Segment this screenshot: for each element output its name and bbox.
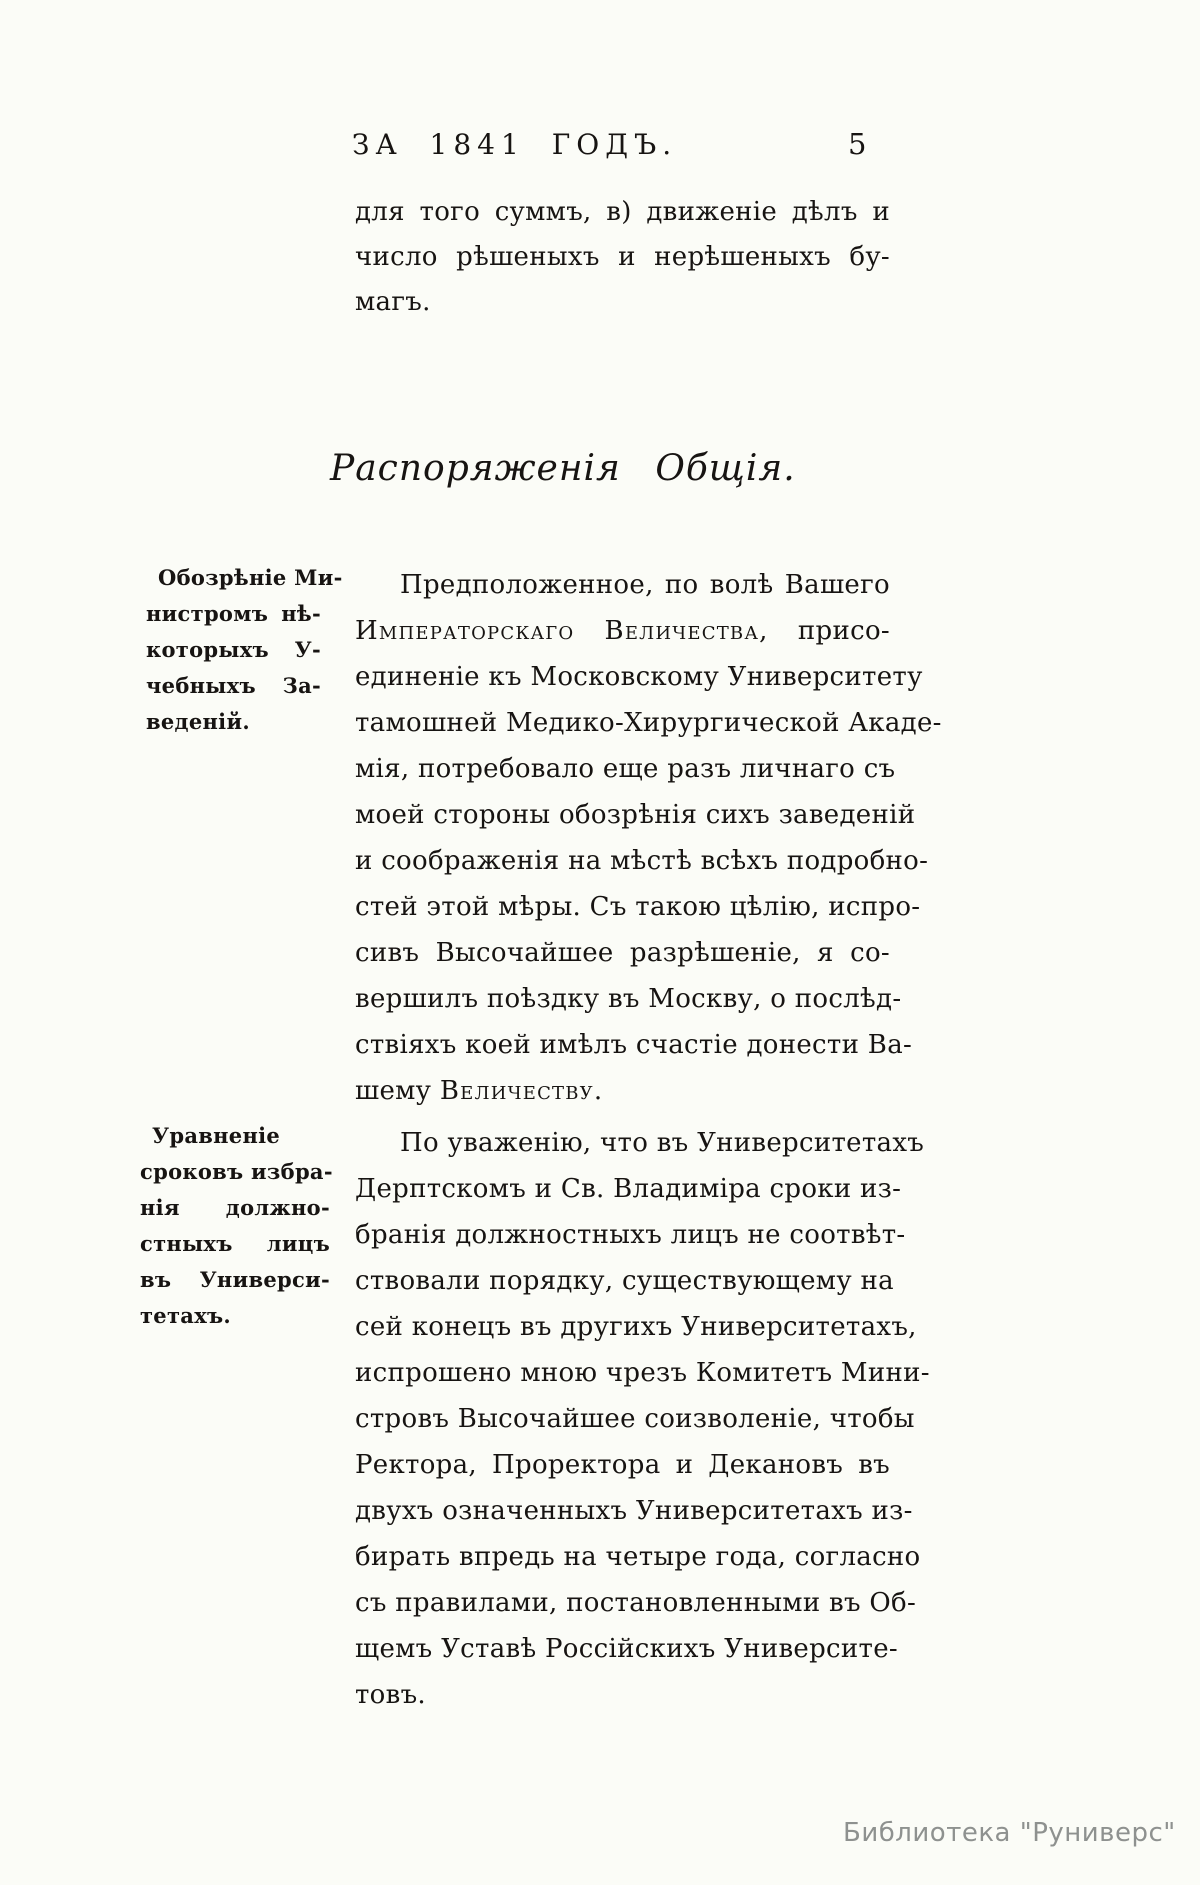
text-segment: Уравненіе — [152, 1123, 281, 1148]
text-line — [355, 1396, 915, 1442]
text-segment: число рѣшеныхъ и нерѣшеныхъ бу- — [355, 242, 890, 272]
text-line — [140, 1226, 330, 1262]
text-segment: стровъ Высочайшее соизволеніе, чтобы — [355, 1404, 915, 1434]
text-line — [355, 700, 942, 746]
text-line — [140, 1298, 330, 1334]
text-segment: двухъ означенныхъ Университетахъ из- — [355, 1496, 913, 1526]
text-line — [146, 596, 321, 632]
text-line — [355, 792, 916, 838]
text-line — [355, 1166, 902, 1212]
text-segment: сроковъ избра- — [140, 1159, 333, 1184]
text-segment: и соображенія на мѣстѣ всѣхъ подробно- — [355, 846, 929, 876]
text-segment: тамошней Медико-Хирургической Акаде- — [355, 708, 942, 738]
text-segment: Ректора, Проректора и Декановъ въ — [355, 1450, 890, 1480]
text-line — [355, 1626, 898, 1672]
text-segment: Дерптскомъ и Св. Владиміра сроки из- — [355, 1174, 902, 1204]
text-line — [355, 884, 921, 930]
text-line — [355, 1672, 890, 1718]
text-segment: чебныхъ За- — [146, 673, 321, 698]
text-segment: шему — [355, 1076, 440, 1106]
text-segment: бирать впредь на четыре года, согласно — [355, 1542, 921, 1572]
text-segment: товъ. — [355, 1680, 426, 1710]
text-segment: нистромъ нѣ- — [146, 601, 321, 626]
page-number: 5 — [848, 127, 867, 161]
text-line — [146, 632, 321, 668]
smallcaps-text: Императорскаго Величества, — [355, 616, 769, 646]
text-line — [355, 1442, 890, 1488]
text-line — [355, 1580, 917, 1626]
text-line — [146, 560, 343, 596]
text-line — [355, 1534, 921, 1580]
text-segment: для того суммъ, в) движеніе дѣлъ и — [355, 197, 890, 227]
text-segment: присо- — [768, 616, 890, 646]
text-line — [146, 704, 321, 740]
text-line — [355, 1120, 925, 1166]
text-segment: бранія должностныхъ лицъ не соотвѣт- — [355, 1220, 906, 1250]
margin-note-inspection — [146, 560, 343, 740]
text-segment: тетахъ. — [140, 1303, 232, 1328]
text-segment: По уваженію, что въ Университетахъ — [400, 1128, 925, 1158]
text-line — [355, 1212, 906, 1258]
running-title: ЗА 1841 ГОДЪ. — [352, 128, 678, 161]
text-line — [140, 1262, 330, 1298]
text-line — [140, 1190, 330, 1226]
text-line — [355, 190, 890, 235]
text-line — [355, 562, 890, 608]
text-segment: ствовали порядку, существующему на — [355, 1266, 894, 1296]
text-segment: Предположенное, по волѣ Вашего — [400, 570, 890, 600]
text-line — [355, 1304, 917, 1350]
text-segment: мія, потребовало еще разъ личнаго съ — [355, 754, 896, 784]
text-segment: нія должно- — [140, 1195, 330, 1220]
text-segment: вершилъ поѣздку въ Москву, о послѣд- — [355, 984, 902, 1014]
intro-paragraph — [355, 190, 890, 325]
text-line — [355, 654, 923, 700]
text-line — [140, 1154, 333, 1190]
text-segment: единеніе къ Московскому Университету — [355, 662, 923, 692]
text-line — [355, 1350, 930, 1396]
text-segment: въ Универси- — [140, 1267, 330, 1292]
text-segment: моей стороны обозрѣнія сихъ заведеній — [355, 800, 916, 830]
text-line — [355, 1022, 913, 1068]
text-segment: съ правилами, постановленными въ Об- — [355, 1588, 917, 1618]
text-line — [355, 608, 890, 654]
section-heading: Распоряженія Общія. — [330, 448, 796, 489]
margin-note-terms — [140, 1118, 333, 1334]
text-line — [355, 746, 896, 792]
text-line — [355, 1488, 913, 1534]
text-segment: веденій. — [146, 709, 250, 734]
text-line — [140, 1118, 330, 1154]
text-segment: стей этой мѣры. Съ такою цѣлію, испро- — [355, 892, 921, 922]
text-line — [355, 235, 890, 280]
text-line — [355, 1068, 890, 1114]
text-segment: сивъ Высочайшее разрѣшеніе, я со- — [355, 938, 890, 968]
text-segment: которыхъ У- — [146, 637, 321, 662]
smallcaps-text: Величеству. — [439, 1076, 604, 1106]
text-line — [146, 668, 321, 704]
paragraph-terms — [355, 1120, 930, 1718]
text-segment: испрошено мною чрезъ Комитетъ Мини- — [355, 1358, 930, 1388]
text-line — [355, 976, 902, 1022]
text-line — [355, 930, 890, 976]
text-segment: стныхъ лицъ — [140, 1231, 330, 1256]
text-segment: щемъ Уставѣ Россійскихъ Университе- — [355, 1634, 898, 1664]
text-segment: ствіяхъ коей имѣлъ счастіе донести Ва- — [355, 1030, 913, 1060]
paragraph-inspection — [355, 562, 942, 1114]
text-line — [355, 1258, 894, 1304]
text-line — [355, 838, 929, 884]
text-segment: магъ. — [355, 287, 431, 317]
library-watermark: Библиотека "Руниверс" — [843, 1818, 1176, 1848]
text-line — [355, 280, 890, 325]
text-segment: Обозрѣніе Ми- — [158, 565, 343, 590]
text-segment: сей конецъ въ другихъ Университетахъ, — [355, 1312, 917, 1342]
